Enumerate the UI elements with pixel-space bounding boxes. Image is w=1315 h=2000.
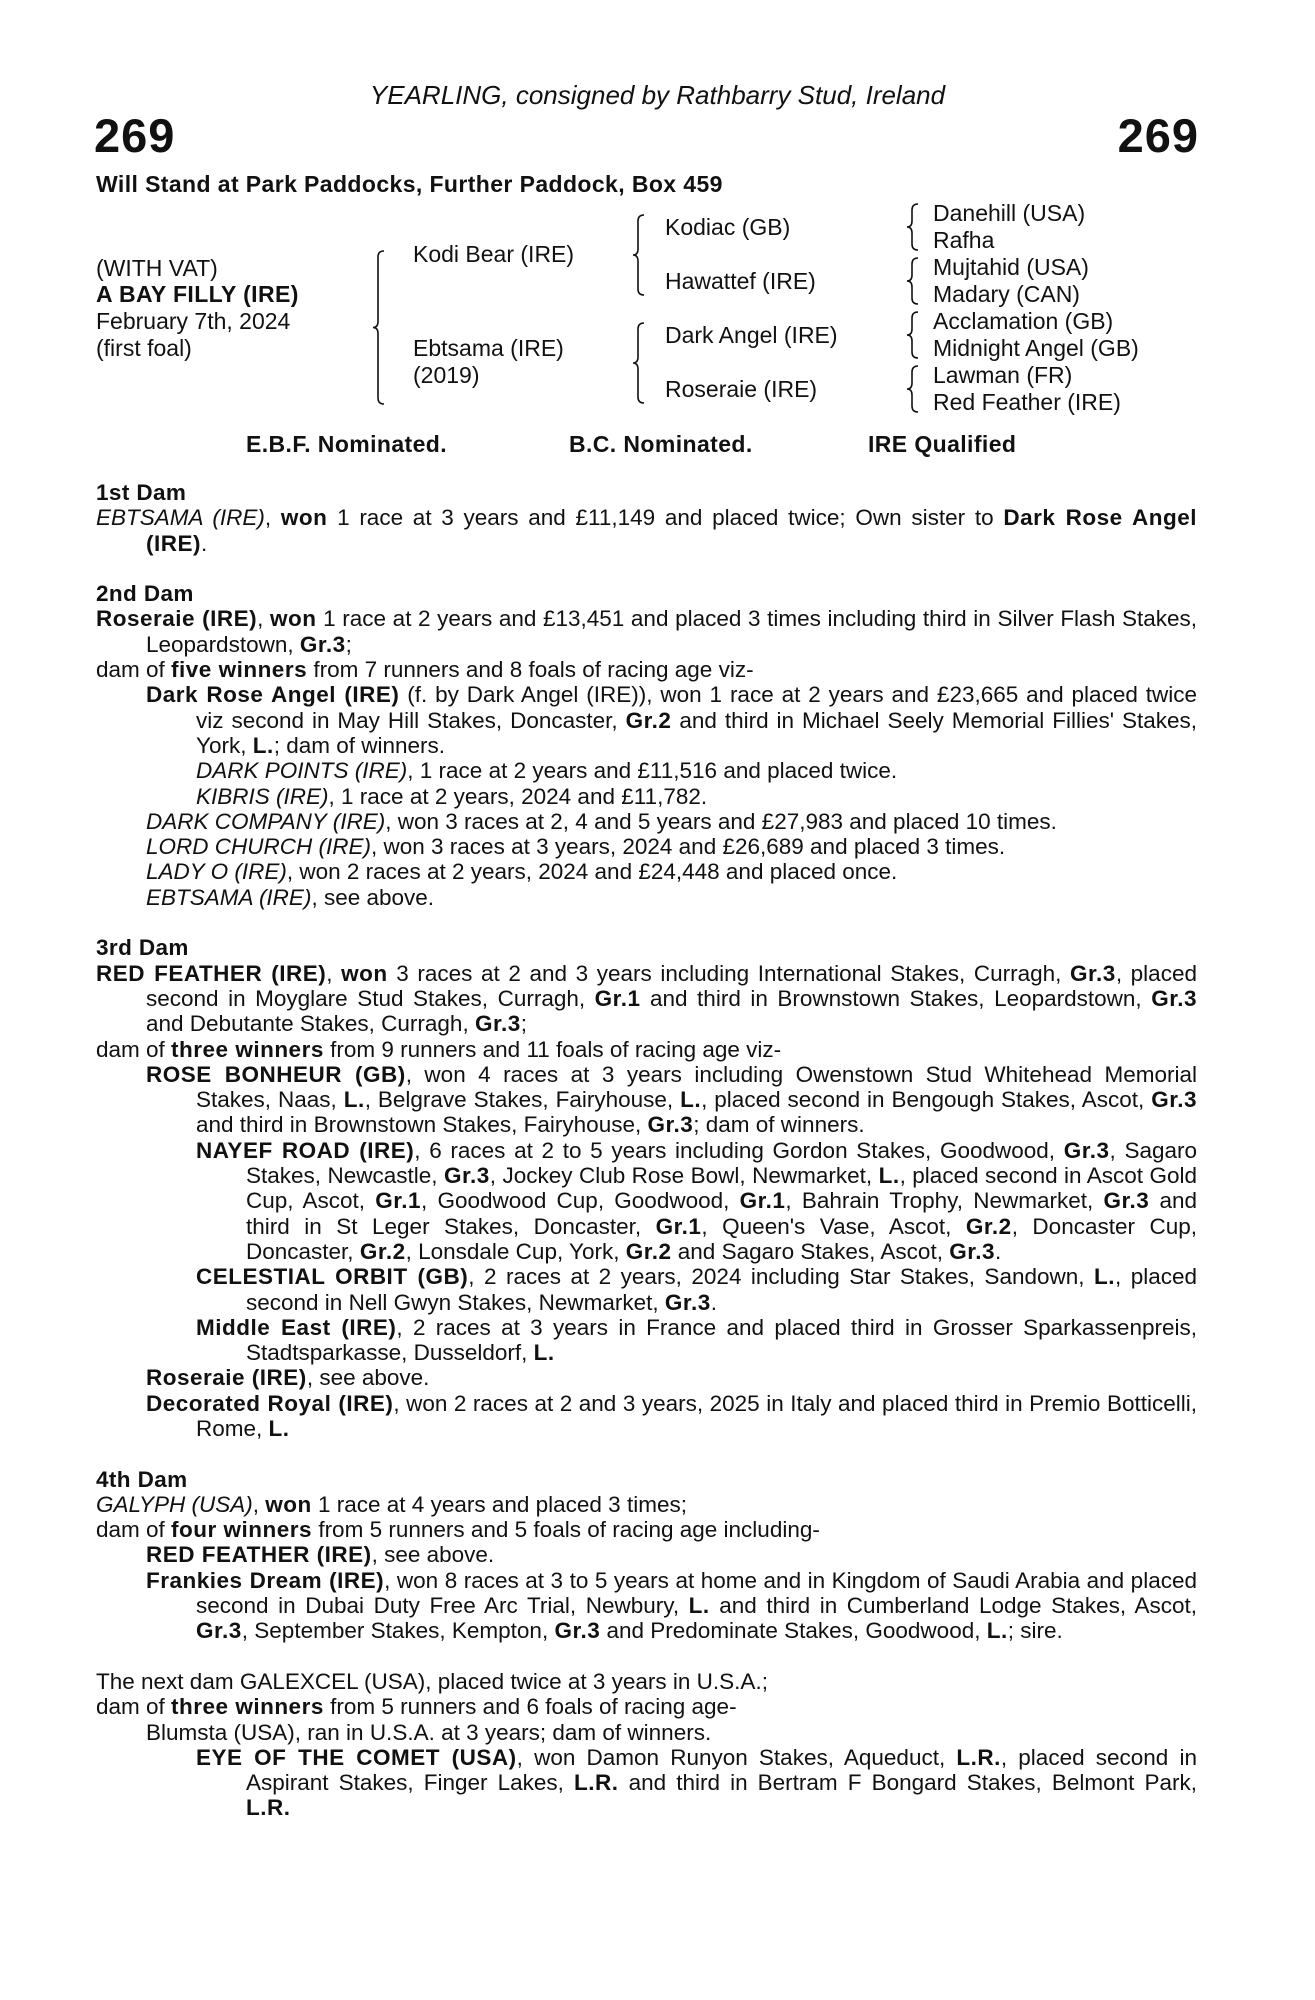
bold-text: L. [1093, 1264, 1115, 1290]
text: 1 race at 4 years and placed 3 times; [311, 1491, 687, 1517]
text: , Belgrave Stakes, Fairyhouse, [364, 1087, 681, 1113]
text: dam of [96, 657, 172, 683]
produce-record [96, 1315, 1197, 1366]
text: , [252, 1491, 266, 1517]
text: , Queen's Vase, Ascot, [701, 1213, 966, 1239]
text: (f. by Dark Angel (IRE)), won 1 race at 2 years and £23,665 and placed twice viz second in May Hill Stakes, Doncaster, [196, 682, 1197, 733]
lot-number-left: 269 [94, 109, 176, 162]
bold-text: Gr.1 [375, 1188, 422, 1214]
bold-text: L. [533, 1340, 555, 1366]
dam-year: (2019) [413, 362, 480, 388]
text: . [710, 1289, 717, 1315]
bold-text: Roseraie (IRE) [96, 606, 258, 632]
dam-record [96, 505, 1197, 556]
bold-text: L.R. [956, 1744, 1001, 1770]
text: 1 race at 2 years and £13,451 and placed 3 times including third in Silver Flash Stakes, Leopardstown, [146, 606, 1197, 657]
text: , won 2 races at 2 years, 2024 and £24,448 and placed once. [286, 859, 898, 885]
dam-section [96, 480, 1197, 556]
text: , placed second in Bengough Stakes, Ascot, [701, 1087, 1152, 1113]
bold-text: four winners [171, 1517, 313, 1543]
ire-qualification: IRE Qualified [868, 431, 1017, 457]
text: , won 2 races at 2 and 3 years, 2025 in Italy and placed third in Premio Botticelli, Rome, [196, 1390, 1197, 1441]
gen3-ancestor: Red Feather (IRE) [933, 389, 1121, 415]
text: , placed second in Nell Gwyn Stakes, Newmarket, [246, 1264, 1198, 1315]
text: The next dam GALEXCEL (USA), placed twice at 3 years in U.S.A.; [96, 1668, 768, 1694]
bold-text: three winners [171, 1036, 324, 1062]
gen3-ancestor: Lawman (FR) [933, 362, 1073, 388]
foaling-date: February 7th, 2024 [96, 308, 291, 334]
bold-text: ROSE BONHEUR (GB) [146, 1061, 406, 1087]
produce-record [96, 1391, 1197, 1442]
dam-section [96, 581, 1197, 910]
text: , placed second in Aspirant Stakes, Finger Lakes, [246, 1744, 1197, 1796]
text: dam of [96, 1517, 172, 1543]
text: , 1 race at 2 years, 2024 and £11,782. [328, 783, 708, 809]
text: ; dam of winners. [693, 1112, 865, 1138]
lot-name: A BAY FILLY (IRE) [96, 281, 299, 307]
section-heading: 1st Dam [96, 480, 187, 505]
text: from 5 runners and 5 foals of racing age including- [312, 1517, 820, 1543]
bold-text: five winners [171, 657, 308, 683]
text: . [994, 1238, 1002, 1264]
consignment-line: YEARLING, consigned by Rathbarry Stud, Ireland [369, 80, 946, 110]
text: . [201, 530, 208, 556]
text: and Sagaro Stakes, Ascot, [671, 1238, 950, 1264]
pedigree-brace [906, 311, 920, 359]
bold-text: Gr.3 [299, 631, 346, 657]
bold-text: NAYEF ROAD (IRE) [196, 1137, 415, 1163]
dam-section [96, 1467, 1197, 1644]
gen3-ancestor: Midnight Angel (GB) [933, 335, 1139, 361]
bold-text: three winners [171, 1694, 324, 1720]
text: dam of [96, 1036, 172, 1062]
bold-text: won [341, 960, 388, 986]
bold-text: EYE OF THE COMET (USA) [196, 1744, 517, 1770]
bold-text: Decorated Royal (IRE) [146, 1390, 394, 1416]
gen3-ancestor: Mujtahid (USA) [933, 254, 1089, 280]
dam-record [96, 1037, 1197, 1062]
bold-text: Gr.2 [625, 707, 672, 733]
ebf-nomination: E.B.F. Nominated. [246, 431, 448, 457]
text: , Jockey Club Rose Bowl, Newmarket, [489, 1163, 879, 1189]
bold-text: Gr.3 [647, 1112, 694, 1138]
gen3-ancestor: Danehill (USA) [933, 200, 1086, 226]
dam-record [96, 606, 1197, 657]
text: , see above. [371, 1542, 495, 1568]
bold-text: Gr.2 [625, 1238, 672, 1264]
text: ; [520, 1011, 527, 1037]
text: , [264, 505, 281, 531]
text: , September Stakes, Kempton, [241, 1618, 555, 1644]
bold-text: Gr.2 [965, 1213, 1012, 1239]
produce-record [96, 1365, 1197, 1390]
produce-record [96, 682, 1197, 758]
produce-record [96, 1568, 1197, 1644]
dam-record [96, 657, 1197, 682]
bold-text: L.R. [246, 1795, 291, 1821]
stand-location: Will Stand at Park Paddocks, Further Paddock, Box 459 [96, 171, 723, 197]
produce-record [96, 1062, 1197, 1138]
text: 1 race at 3 years and £11,149 and placed twice; Own sister to [327, 505, 1004, 531]
bc-nomination: B.C. Nominated. [569, 431, 753, 457]
text: ; sire. [1007, 1618, 1063, 1644]
bold-text: L. [688, 1593, 710, 1619]
produce-record [96, 1542, 1197, 1567]
text: , won 4 races at 3 years including Owenstown Stud Whitehead Memorial Stakes, Naas, [196, 1061, 1197, 1113]
text: , won 3 races at 2, 4 and 5 years and £27,983 and placed 10 times. [385, 808, 1057, 834]
text: , Lonsdale Cup, York, [405, 1238, 626, 1264]
bold-text: Roseraie (IRE) [146, 1365, 307, 1391]
bold-text: Gr.1 [739, 1188, 786, 1214]
text: , 6 races at 2 to 5 years including Gordon Stakes, Goodwood, [414, 1137, 1064, 1163]
pedigree-brace [632, 214, 646, 296]
gen3-ancestor: Madary (CAN) [933, 281, 1080, 307]
dam-section [96, 935, 1197, 1441]
text: , won Damon Runyon Stakes, Aqueduct, [516, 1744, 957, 1770]
bold-text: Gr.3 [1151, 985, 1197, 1011]
bold-text: Gr.2 [359, 1238, 406, 1264]
dam-record [96, 1694, 1197, 1719]
bold-text: Dark Rose Angel (IRE) [146, 505, 1197, 556]
dam-record [96, 1492, 1197, 1517]
text: ; [345, 631, 352, 657]
text: , Bahrain Trophy, Newmarket, [785, 1188, 1104, 1214]
text: , Goodwood Cup, Goodwood, [421, 1188, 740, 1214]
text: , Doncaster Cup, Doncaster, [246, 1213, 1197, 1264]
section-heading: 3rd Dam [96, 935, 189, 961]
bold-text: Gr.3 [1151, 1087, 1197, 1113]
lot-number-right: 269 [1117, 109, 1199, 162]
bold-text: L. [343, 1087, 365, 1113]
text: , 1 race at 2 years and £11,516 and placed twice. [407, 758, 898, 784]
catalogue-body [96, 480, 1197, 1846]
produce-record [96, 834, 1197, 859]
pedigree-brace [372, 250, 386, 405]
text: dam of [96, 1694, 172, 1720]
vat-note: (WITH VAT) [96, 255, 218, 281]
bold-text: won [265, 1491, 312, 1517]
bold-text: Dark Rose Angel (IRE) [146, 682, 400, 708]
italic-text: KIBRIS (IRE) [196, 783, 329, 809]
bold-text: Gr.1 [594, 985, 641, 1011]
bold-text: Gr.3 [1070, 960, 1116, 986]
italic-text: GALYPH (USA) [96, 1491, 253, 1517]
text: and third in Brownstown Stakes, Leopardstown, [640, 985, 1152, 1011]
text: and third in Michael Seely Memorial Fillies' Stakes, York, [196, 707, 1197, 758]
bold-text: Gr.3 [196, 1618, 242, 1644]
grandsire-maternal: Dark Angel (IRE) [665, 322, 838, 348]
italic-text: DARK COMPANY (IRE) [146, 808, 386, 834]
section-heading: 2nd Dam [96, 581, 194, 607]
italic-text: LORD CHURCH (IRE) [146, 834, 371, 860]
bold-text: Gr.1 [655, 1213, 702, 1239]
produce-record [96, 1720, 1197, 1745]
bold-text: Gr.3 [1103, 1188, 1150, 1214]
dam-record [96, 1669, 1197, 1694]
text: from 7 runners and 8 foals of racing age viz- [307, 657, 754, 683]
produce-record [96, 885, 1197, 910]
bold-text: Middle East (IRE) [196, 1314, 397, 1340]
bold-text: Gr.3 [443, 1163, 490, 1189]
bold-text: Gr.3 [1063, 1137, 1110, 1163]
text: and Predominate Stakes, Goodwood, [600, 1618, 987, 1644]
text: , 2 races at 2 years, 2024 including Star Stakes, Sandown, [468, 1264, 1094, 1290]
bold-text: won [280, 505, 328, 531]
bold-text: CELESTIAL ORBIT (GB) [196, 1264, 469, 1290]
foal-note: (first foal) [96, 335, 192, 361]
produce-record [96, 859, 1197, 884]
text: , placed second in Moyglare Stud Stakes, Curragh, [146, 960, 1197, 1011]
text: and third in Brownstown Stakes, Fairyhouse, [196, 1112, 648, 1138]
text: , [257, 606, 271, 632]
text: , [326, 960, 342, 986]
text: , won 3 races at 3 years, 2024 and £26,689 and placed 3 times. [371, 834, 1006, 860]
text: from 9 runners and 11 foals of racing age viz- [323, 1036, 782, 1062]
dam-record [96, 1517, 1197, 1542]
bold-text: L.R. [574, 1770, 619, 1796]
bold-text: Gr.3 [664, 1289, 711, 1315]
bold-text: Frankies Dream (IRE) [146, 1567, 385, 1593]
bold-text: L. [680, 1087, 702, 1113]
text: , placed second in Ascot Gold Cup, Ascot, [246, 1163, 1198, 1214]
text: , see above. [311, 884, 435, 910]
bold-text: L. [986, 1618, 1008, 1644]
gen3-ancestor: Acclamation (GB) [933, 308, 1114, 334]
text: Blumsta (USA), ran in U.S.A. at 3 years; dam of winners. [146, 1719, 712, 1745]
text: , Sagaro Stakes, Newcastle, [246, 1137, 1197, 1189]
text: 3 races at 2 and 3 years including International Stakes, Curragh, [387, 960, 1071, 986]
pedigree-brace [906, 365, 920, 413]
bold-text: Gr.3 [949, 1238, 995, 1264]
sire: Kodi Bear (IRE) [413, 241, 575, 267]
text: , 2 races at 3 years in France and placed third in Grosser Sparkassenpreis, Stadtsparkasse, Dusseldorf, [246, 1314, 1197, 1366]
granddam-paternal: Hawattef (IRE) [665, 268, 816, 294]
pedigree-brace [632, 322, 646, 404]
italic-text: EBTSAMA (IRE) [96, 505, 265, 531]
bold-text: L. [252, 732, 274, 758]
dam: Ebtsama (IRE) [413, 335, 564, 361]
bold-text: L. [878, 1163, 900, 1189]
text: , see above. [306, 1365, 430, 1391]
pedigree-brace [906, 257, 920, 305]
text: ; dam of winners. [273, 732, 446, 758]
bold-text: Gr.3 [554, 1618, 601, 1644]
dam-section [96, 1669, 1197, 1821]
bold-text: RED FEATHER (IRE) [96, 960, 327, 986]
produce-record [96, 1264, 1197, 1315]
bold-text: Gr.3 [474, 1011, 521, 1037]
grandsire-paternal: Kodiac (GB) [665, 214, 791, 240]
italic-text: DARK POINTS (IRE) [196, 758, 408, 784]
text: and Debutante Stakes, Curragh, [146, 1011, 475, 1037]
text: from 5 runners and 6 foals of racing age- [323, 1694, 737, 1720]
produce-record [96, 809, 1197, 834]
section-heading: 4th Dam [96, 1466, 188, 1492]
text: and third in Bertram F Bongard Stakes, Belmont Park, [618, 1770, 1198, 1796]
text: and third in St Leger Stakes, Doncaster, [246, 1188, 1198, 1239]
dam-record [96, 961, 1197, 1037]
gen3-ancestor: Rafha [933, 227, 995, 253]
text: , won 8 races at 3 to 5 years at home and in Kingdom of Saudi Arabia and placed second in Dubai Duty Free Arc Trial, Newbury, [196, 1567, 1197, 1619]
granddam-maternal: Roseraie (IRE) [665, 376, 818, 402]
italic-text: LADY O (IRE) [146, 859, 287, 885]
produce-record [96, 758, 1197, 783]
pedigree-brace [906, 203, 920, 251]
produce-record [96, 784, 1197, 809]
bold-text: L. [268, 1415, 290, 1441]
italic-text: EBTSAMA (IRE) [146, 884, 312, 910]
produce-record [96, 1138, 1197, 1264]
bold-text: won [270, 606, 317, 632]
produce-record [96, 1745, 1197, 1821]
text: and third in Cumberland Lodge Stakes, Ascot, [709, 1593, 1197, 1619]
bold-text: RED FEATHER (IRE) [146, 1542, 372, 1568]
